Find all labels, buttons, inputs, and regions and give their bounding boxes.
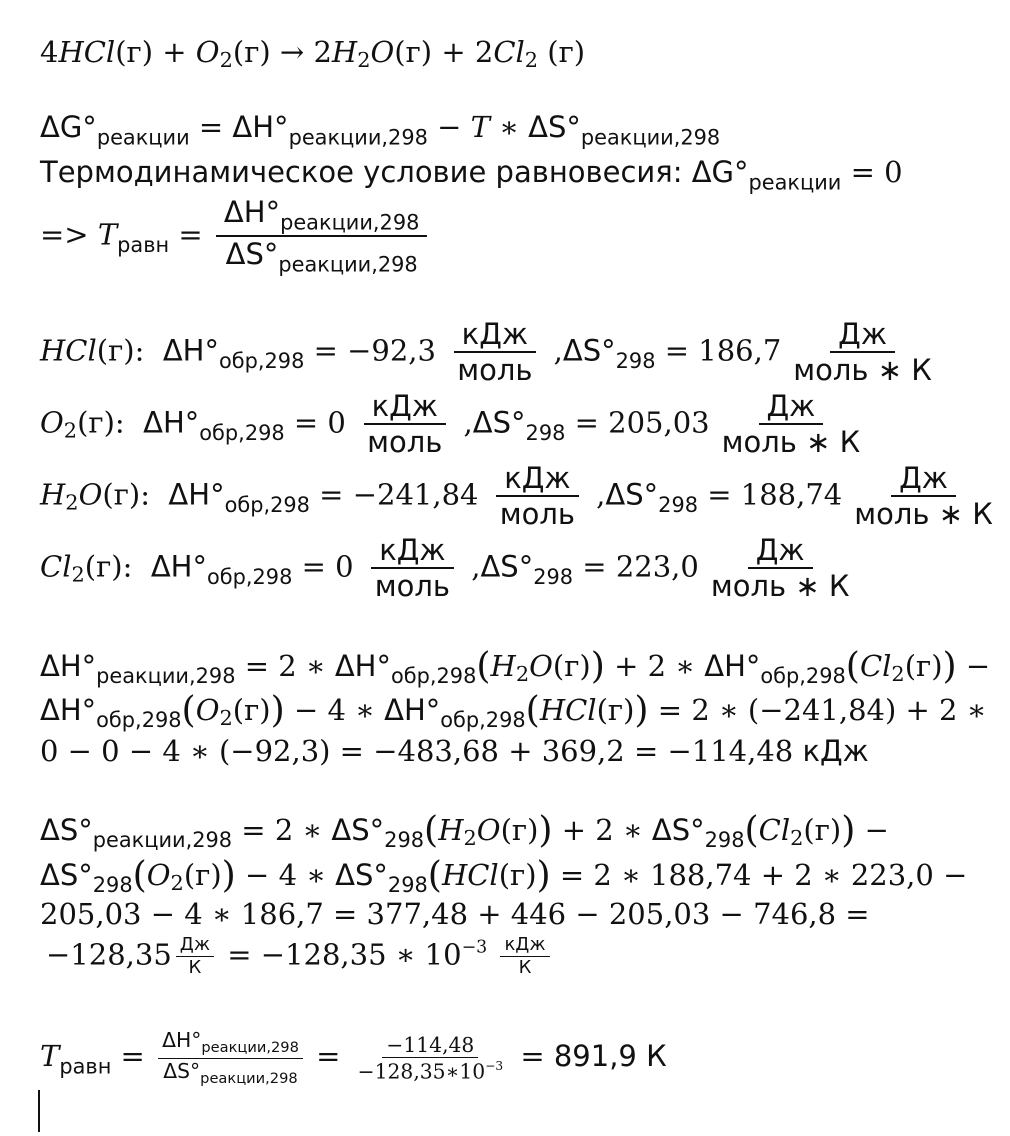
text-cursor — [38, 1090, 40, 1132]
gibbs-equation: $\Delta G^\circ_{реакции} = \Delta H^\circ_{реакции,298} - T$ ∗ $\Delta S^\circ_{реакции,298}$ — [40, 110, 721, 150]
ds-calc-line1: $\Delta S^\circ_{реакции,298} = 2$ ∗ $\Delta S^\circ_{298}(H_2O(г)) + 2$ ∗ $\Delta S^\circ_{298}(Cl_2(г))$ − — [40, 808, 889, 853]
ds-calc-line3: 205,03 − 4 ∗ 186,7 = 377,48 + 446 − 205,03 − 746,8 = — [40, 897, 870, 931]
ds-calc-line2: $\Delta S^\circ_{298}(O_2(г)) - 4$ ∗ $\Delta S^\circ_{298}(HCl(г)) = 2$ ∗ 188,74 + 2 ∗ 223,0 − — [40, 853, 968, 898]
substance-h2o: $H_2O(г)$: $\Delta H^\circ_{обр,298} = -241,84$ $\frac{\text{кДж}}{\text{моль}}$ $,\Delta S^\circ_{298} = 188,74$ $\frac{Дж}{\text{моль ∗ К}}$ — [40, 461, 993, 531]
dh-calc-line1: $\Delta H^\circ_{реакции,298} = 2$ ∗ $\Delta H^\circ_{обр,298}(H_2O(г)) + 2$ ∗ $\Delta H^\circ_{обр,298}(Cl_2(г))$ − — [40, 644, 991, 689]
reaction-equation: $4HCl(г) + O_2(г) \to 2H_2O(г) + 2Cl_2$ (г) — [40, 35, 586, 73]
t-equilibrium-formula: => $T_{равн}$ = $\frac{\Delta H^\circ_{реакции,298}}{\Delta S^\circ_{реакции,298}}$ — [40, 198, 431, 275]
substance-hcl: HCl(г): $\Delta H^\circ_{обр,298} = -92,3$ $\frac{\text{кДж}}{\text{моль}}$ $,\Delta S^\circ_{298} = 186,7$ $\frac{Дж}{\text{моль ∗ К}}$ — [40, 317, 932, 387]
substance-cl2: $Cl_2(г)$: $\Delta H^\circ_{обр,298} = 0$ $\frac{\text{кДж}}{\text{моль}}$ $,\Delta S^\circ_{298} = 223,0$ $\frac{Дж}{\text{моль ∗ К}}$ — [40, 533, 850, 603]
t-fraction: $\frac{\Delta H^\circ_{реакции,298}}{\Delta S^\circ_{реакции,298}}$ — [216, 198, 427, 275]
dh-calc-line2: $\Delta H^\circ_{обр,298}(O_2(г)) - 4$ ∗ $\Delta H^\circ_{обр,298}(HCl(г)) = 2$ ∗ (−241,84) + 2 ∗ — [40, 688, 987, 733]
ds-calc-line4: −128,35 $\frac{Дж}{К}$ = −128,35 ∗ $10^{-3}$ $\frac{\text{кДж}}{К}$ — [46, 936, 554, 977]
dh-calc-line3: 0 − 0 − 4 ∗ (−92,3) = −483,68 + 369,2 = −114,48 кДж — [40, 734, 869, 768]
t-equilibrium-result: $T_{равн}$ = $\frac{\Delta H^\circ_{реакции,298}}{\Delta S^\circ_{реакции,298}}$ = $\frac{-114,48}{-128,35∗10^{-3}}$ = 891,9 К — [40, 1028, 667, 1087]
equilibrium-condition: Термодинамическое условие равновесия: $\Delta G^\circ_{реакции} = 0$ — [40, 155, 903, 195]
substance-o2: $O_2(г)$: $\Delta H^\circ_{обр,298} = 0$ $\frac{\text{кДж}}{\text{моль}}$ $,\Delta S^\circ_{298} = 205,03$ $\frac{Дж}{\text{моль ∗ К}}$ — [40, 389, 861, 459]
